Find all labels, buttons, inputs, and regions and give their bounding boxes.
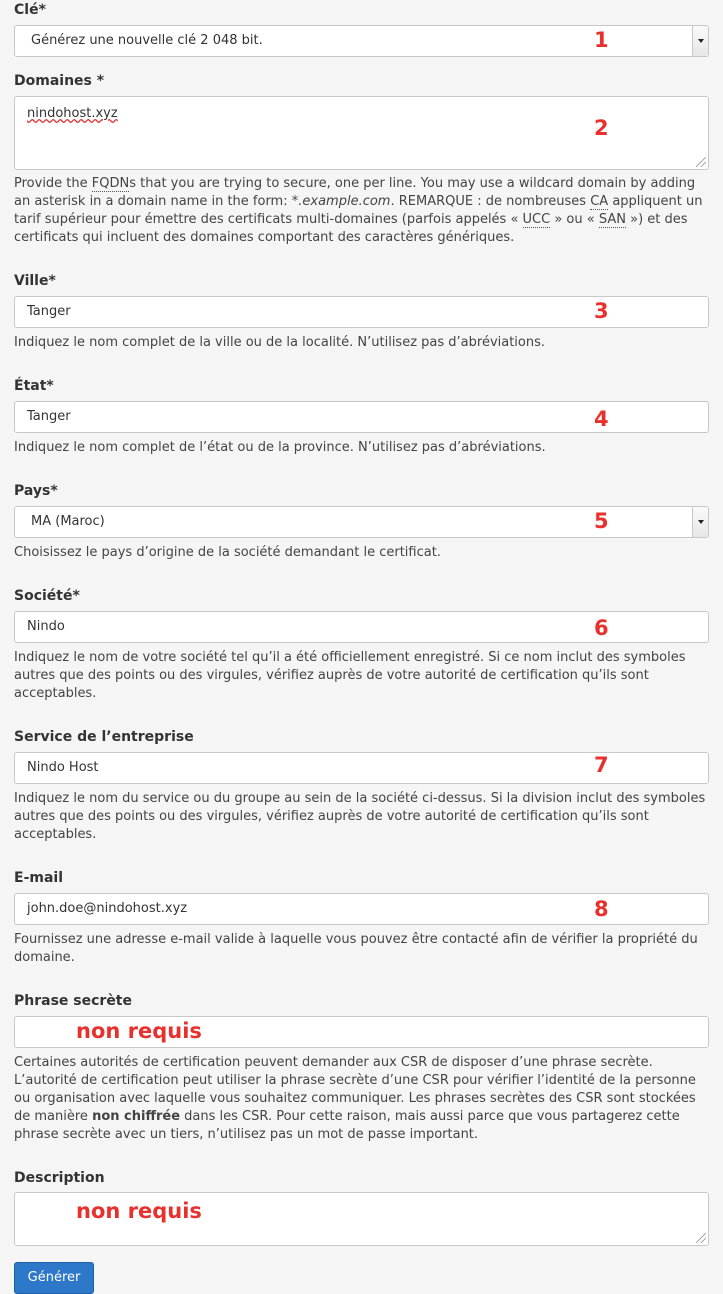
email-help: Fournissez une adresse e-mail valide à laquelle vous pouvez être contacté afin de vérifier la propriété du domaine. [14, 932, 698, 965]
city-label: Ville* [14, 273, 56, 289]
key-select-value: Générez une nouvelle clé 2 048 bit. [31, 33, 263, 48]
annotation-4: 4 [594, 407, 609, 431]
generate-button[interactable]: Générer [14, 1262, 94, 1294]
domains-label: Domaines * [14, 73, 105, 89]
annotation-3: 3 [594, 299, 609, 323]
domains-help: Provide the FQDNs that you are trying to secure, one per line. You may use a wildcard domain by adding an asterisk in a domain name in the form: *.example.com. REMARQUE : de nombreuses CA appliquent un tarif supérieur pour émettre des certificats multi-domaines (parfois appelés « UCC » ou « SAN ») et des certificats qui incluent des domaines comportant des caractères génériques. [14, 176, 703, 245]
company-help: Indiquez le nom de votre société tel qu’il a été officiellement enregistré. Si ce nom inclut des symboles autres que des points ou des virgules, vérifiez auprès de votre autorité de certification qu’ils sont acceptables. [14, 650, 686, 701]
annotation-2: 2 [594, 116, 609, 140]
resize-handle-icon[interactable] [696, 157, 706, 167]
country-label: Pays* [14, 483, 58, 499]
company-label: Société* [14, 588, 80, 604]
annotation-description: non requis [76, 1199, 202, 1223]
division-help: Indiquez le nom du service ou du groupe au sein de la société ci-dessus. Si la division inclut des symboles autres que des points ou des virgules, vérifiez auprès de votre autorité de certification qu’ils sont acceptables. [14, 791, 706, 842]
passphrase-label: Phrase secrète [14, 993, 132, 1009]
division-label: Service de l’entreprise [14, 729, 194, 745]
country-select-value: MA (Maroc) [31, 514, 105, 529]
annotation-1: 1 [594, 28, 609, 52]
annotation-7: 7 [594, 753, 609, 777]
state-label: État* [14, 378, 54, 394]
annotation-6: 6 [594, 616, 609, 640]
email-label: E-mail [14, 870, 64, 886]
annotation-passphrase: non requis [76, 1019, 202, 1043]
passphrase-help: Certaines autorités de certification peuvent demander aux CSR de disposer d’une phrase secrète. L’autorité de certification peut utiliser la phrase secrète d’une CSR pour vérifier l’identité de la personne ou organisation avec laquelle vous souhaitez communiquer. Les phrases secrètes des CSR sont stockées de manière non chiffrée dans les CSR. Pour cette raison, mais aussi parce que vous partagerez cette phrase secrète avec un tiers, n’utilisez pas un mot de passe important. [14, 1055, 696, 1142]
country-help: Choisissez le pays d’origine de la société demandant le certificat. [14, 545, 441, 560]
resize-handle-icon[interactable] [696, 1233, 706, 1243]
city-help: Indiquez le nom complet de la ville ou de la localité. N’utilisez pas d’abréviations. [14, 335, 546, 350]
city-input[interactable]: Tanger [14, 296, 709, 328]
annotation-5: 5 [594, 509, 609, 533]
company-input[interactable]: Nindo [14, 611, 709, 643]
email-input[interactable]: john.doe@nindohost.xyz [14, 893, 709, 925]
chevron-down-icon[interactable] [692, 26, 708, 56]
domains-value: nindohost.xyz [27, 106, 118, 121]
state-input[interactable]: Tanger [14, 401, 709, 433]
annotation-8: 8 [594, 897, 609, 921]
state-help: Indiquez le nom complet de l’état ou de la province. N’utilisez pas d’abréviations. [14, 440, 546, 455]
division-input[interactable]: Nindo Host [14, 752, 709, 784]
description-label: Description [14, 1170, 105, 1186]
chevron-down-icon[interactable] [692, 507, 708, 537]
key-label: Clé* [14, 2, 46, 18]
